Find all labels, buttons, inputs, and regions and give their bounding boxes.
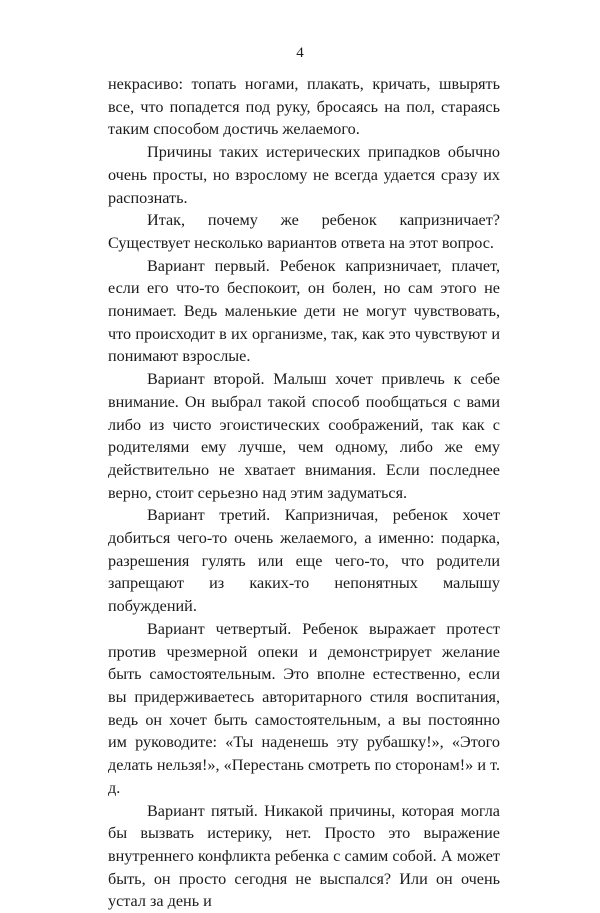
paragraph: Вариант третий. Капризничая, ребенок хочет добиться чего-то очень желаемого, а именно: подарка, разрешения гулять или еще чего-то, что родители запрещают из каких-то непонятных малышу побуждений. bbox=[108, 504, 500, 618]
paragraph: Вариант первый. Ребенок капризничает, плачет, если его что-то беспокоит, он болен, но сам этого не понимает. Ведь маленькие дети не могут чувствовать, что происходит в их организме, так, как это чувствуют и понимают взрослые. bbox=[108, 255, 500, 369]
paragraph: Вариант пятый. Никакой причины, которая могла бы вызвать истерику, нет. Просто это выражение внутреннего конфликта ребенка с самим собой. А может быть, он просто сегодня не выспался? Или он очень устал за день и bbox=[108, 800, 500, 913]
paragraph: Вариант четвертый. Ребенок выражает протест против чрезмерной опеки и демонстрирует желание быть самостоятельным. Это вполне естественно, если вы придерживаетесь авторитарного стиля воспитания, ведь он хочет быть самостоятельным, а вы постоянно им руководите: «Ты наденешь эту рубашку!», «Этого делать нельзя!», «Перестань смотреть по сторонам!» и т. д. bbox=[108, 618, 500, 800]
page-number: 4 bbox=[0, 44, 600, 62]
paragraph: Причины таких истерических припадков обычно очень просты, но взрослому не всегда удается сразу их распознать. bbox=[108, 141, 500, 209]
paragraph: Вариант второй. Малыш хочет привлечь к себе внимание. Он выбрал такой способ пообщаться с вами либо из чисто эгоистических соображений, так как с родителями ему лучше, чем одному, либо же ему действительно не хватает внимания. Если последнее верно, стоит серьезно над этим задуматься. bbox=[108, 368, 500, 504]
paragraph: Итак, почему же ребенок капризничает? Существует несколько вариантов ответа на этот вопрос. bbox=[108, 209, 500, 254]
body-text bbox=[108, 73, 500, 913]
paragraph-continuation: некрасиво: топать ногами, плакать, кричать, швырять все, что попадется под руку, бросаясь на пол, стараясь таким способом достичь желаемого. bbox=[108, 73, 500, 141]
